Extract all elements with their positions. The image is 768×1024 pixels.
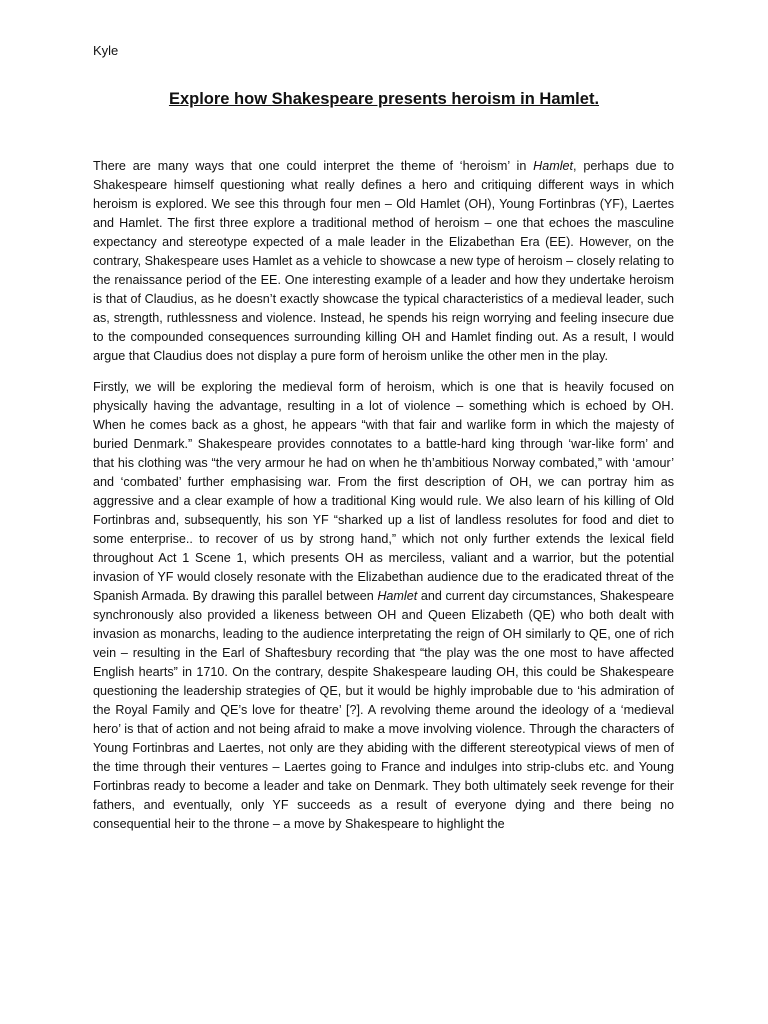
text-run: Firstly, we will be exploring the medieval form of heroism, which is one that is heavily focused on physically having the advantage, resulting in a lot of violence – something which is echoed by OH. When he comes back as a ghost, he appears “with that fair and warlike form in which the majesty of buried Denmark.” Shakespeare provides connotates to a battle-hard king through ‘war-like form’ and that his clothing was “the very armour he had on when he th’ambitious Norway combated,” with ‘amour’ and ‘combated’ further emphasising war. From the first description of OH, we can portray him as aggressive and a clear example of how a traditional King would rule. We also learn of his killing of Old Fortinbras and, subsequently, his son YF “sharked up a list of landless resolutes for food and diet to some enterprise.. to recover of us by strong hand,” which not only further extends the lexical field throughout Act 1 Scene 1, which presents OH as merciless, valiant and a warrior, but the potential invasion of YF would closely resonate with the Elizabethan audience due to the eradicated threat of the Spanish Armada. By drawing this parallel between <box>93 380 674 603</box>
text-run: , perhaps due to Shakespeare himself questioning what really defines a hero and critiquing different ways in which heroism is explored. We see this through four men – Old Hamlet (OH), Young Fortinbras (YF), Laertes and Hamlet. The first three explore a traditional method of heroism – one that echoes the masculine expectancy and stereotype expected of a male leader in the Elizabethan Era (EE). However, on the contrary, Shakespeare uses Hamlet as a vehicle to showcase a new type of heroism – closely relating to the renaissance period of the EE. One interesting example of a leader and how they undertake heroism is that of Claudius, as he doesn’t exactly showcase the typical characteristics of a medieval leader, such as, strength, ruthlessness and violence. Instead, he spends his reign worrying and feeling insecure due to the compounded consequences surrounding killing OH and Hamlet finding out. As a result, I would argue that Claudius does not display a pure form of heroism unlike the other men in the play. <box>93 159 674 363</box>
paragraph-1 <box>93 157 674 366</box>
author-name: Kyle <box>93 43 119 58</box>
paragraph-2 <box>93 378 674 834</box>
text-run-italic: Hamlet <box>533 159 574 173</box>
text-run: There are many ways that one could interpret the theme of ‘heroism’ in <box>93 159 534 173</box>
text-run: and current day circumstances, Shakespeare synchronously also provided a likeness between OH and Queen Elizabeth (QE) who both dealt with invasion as monarchs, leading to the audience interpretating the reign of OH similarly to QE, one of rich vein – resulting in the Earl of Shaftesbury recording that “the play was the one most to have affected English hearts” in 1710. On the contrary, despite Shakespeare lauding OH, this could be Shakespeare questioning the leadership strategies of QE, but it would be highly improbable due to ‘his admiration of the Royal Family and QE’s love for theatre’ [?]. A revolving theme around the ideology of a ‘medieval hero’ is that of action and not being afraid to make a move involving violence. Through the characters of Young Fortinbras and Laertes, not only are they abiding with the different stereotypical views of men of the time through their ventures – Laertes going to France and indulges into strip-clubs etc. and Young Fortinbras ready to become a leader and take on Denmark. They both ultimately seek revenge for their fathers, and eventually, only YF succeeds as a result of everyone dying and there being no consequential heir to the throne – a move by Shakespeare to highlight the <box>93 589 674 831</box>
text-run-italic: Hamlet <box>377 589 418 603</box>
essay-title: Explore how Shakespeare presents heroism in Hamlet. <box>168 90 600 108</box>
essay-body <box>93 157 674 846</box>
